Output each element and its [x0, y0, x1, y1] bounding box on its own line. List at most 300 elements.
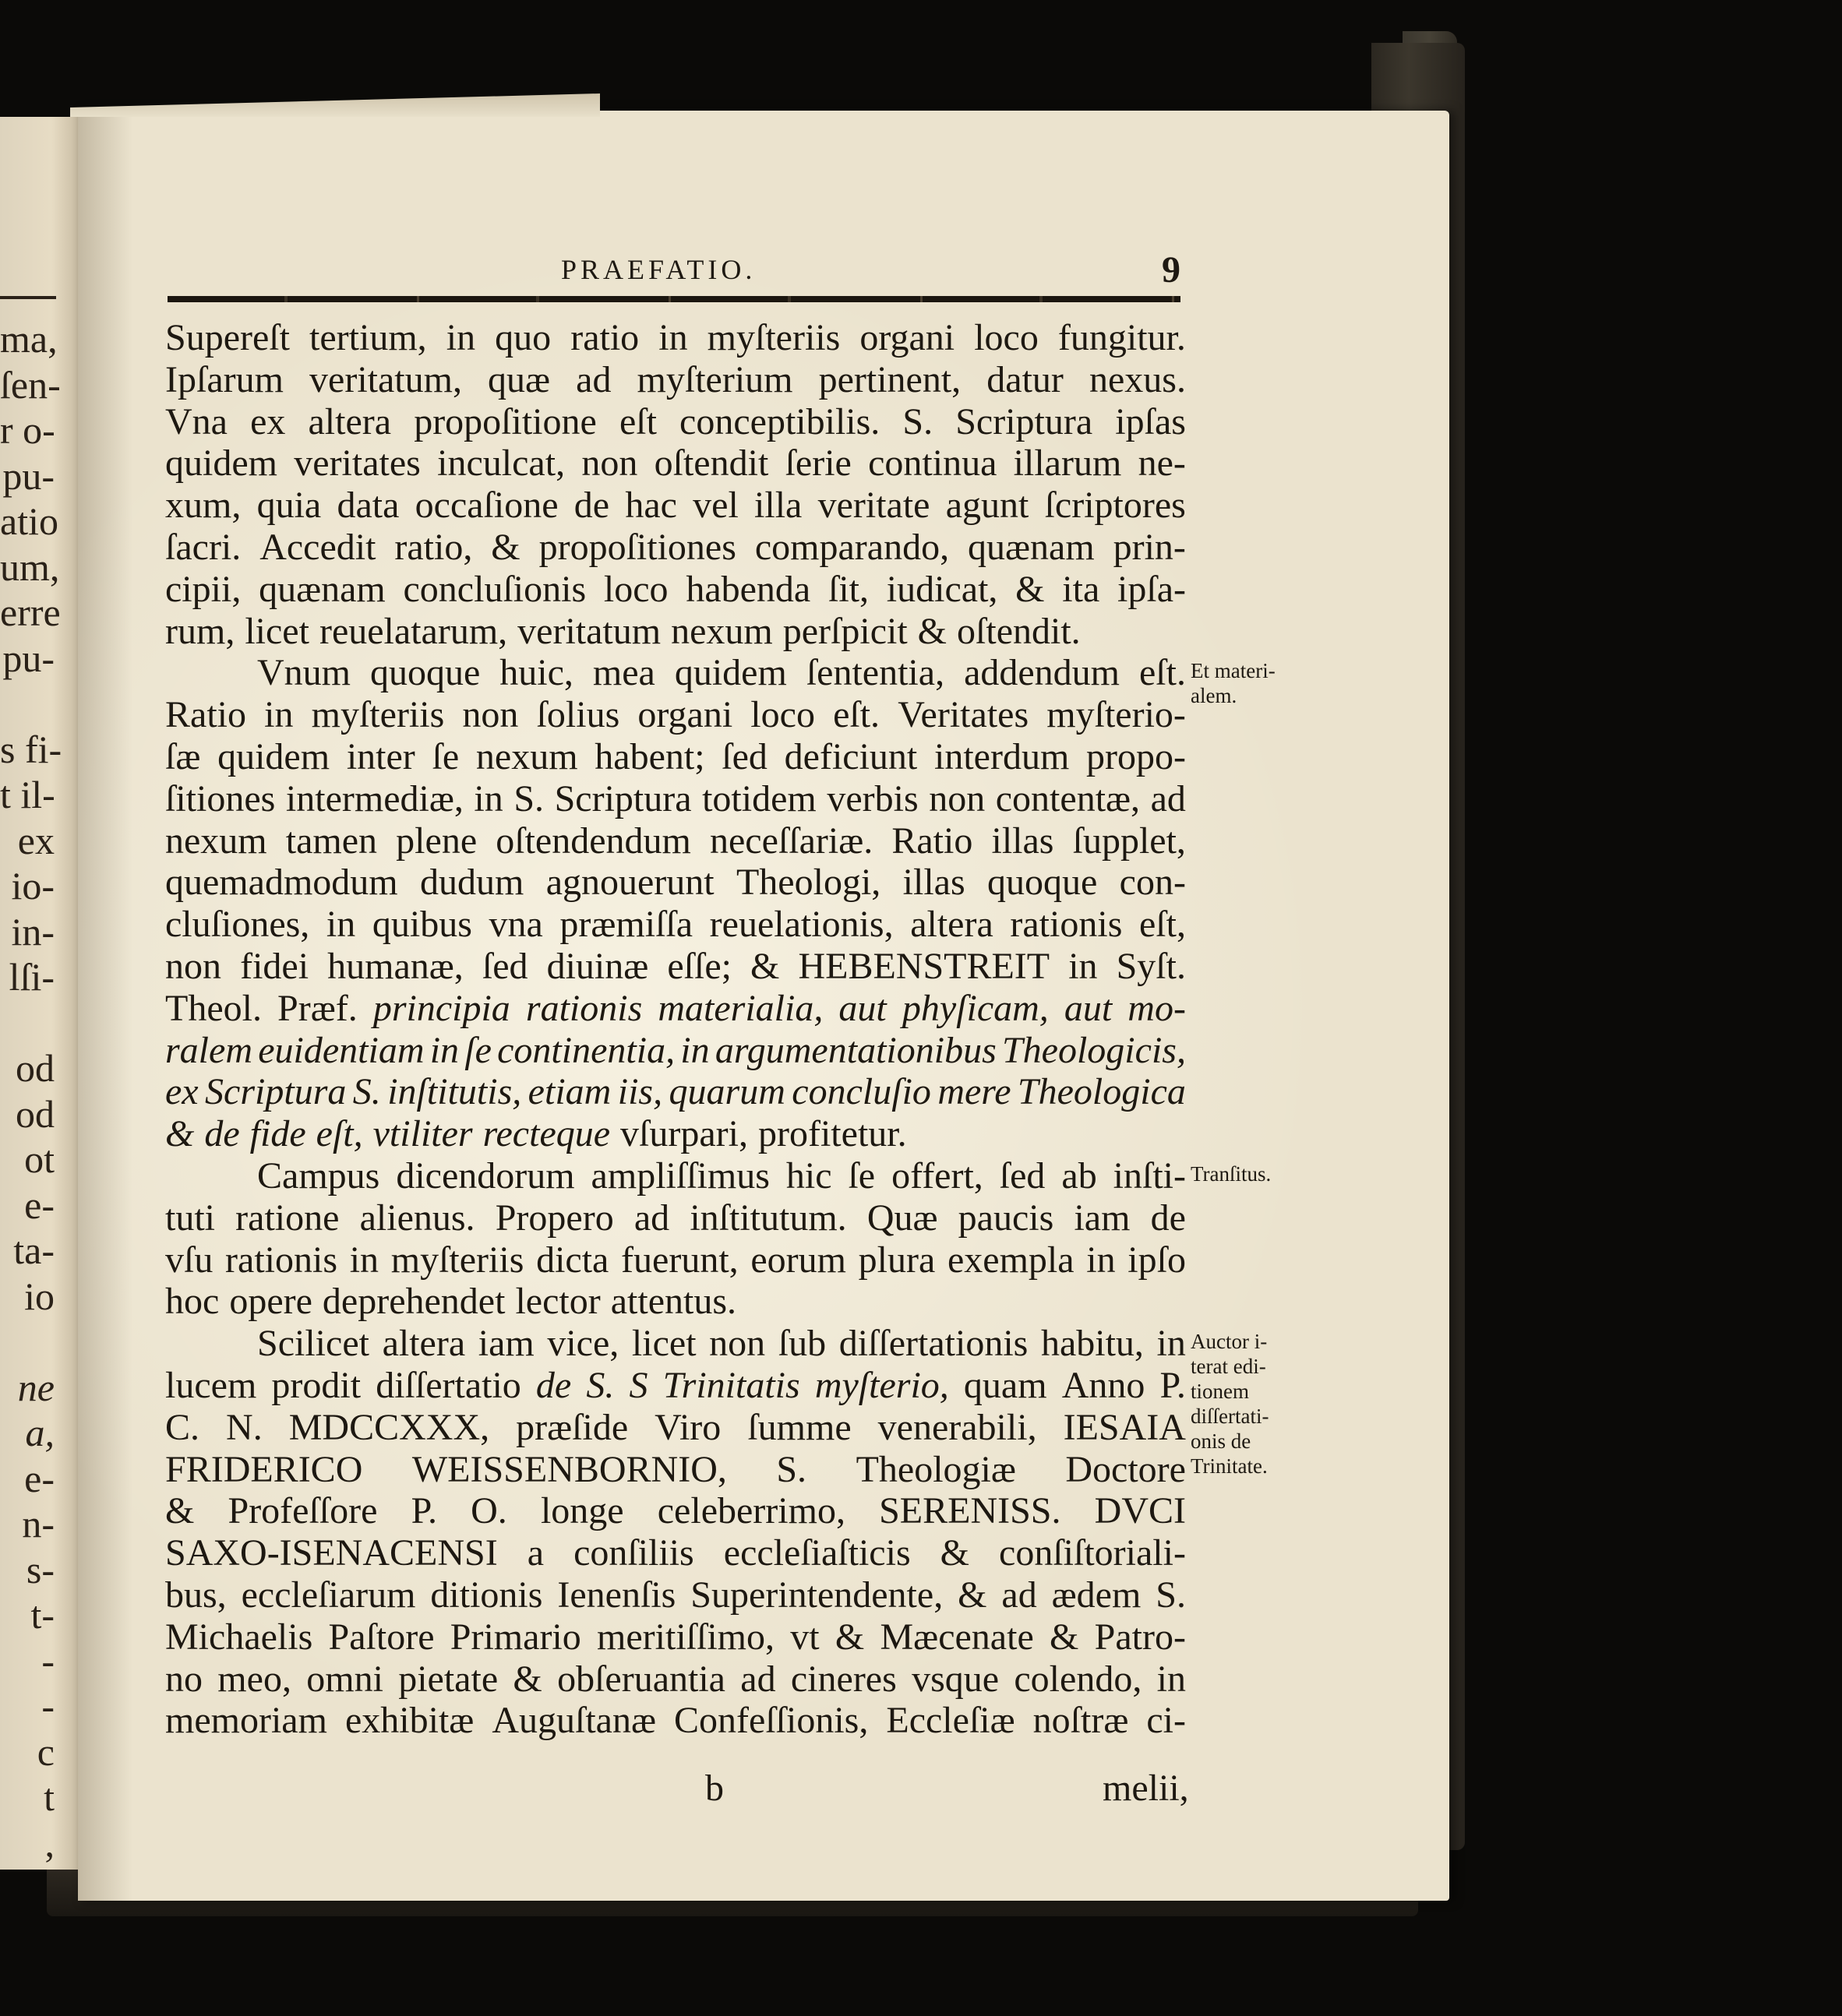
margin-note-line: onis de	[1191, 1429, 1251, 1454]
word: quo	[495, 317, 552, 358]
word: S.	[902, 400, 933, 442]
word: altera	[382, 1323, 466, 1365]
word: reuelationis,	[709, 904, 894, 946]
word: Profeſſore	[228, 1490, 378, 1532]
word: profitetur.	[758, 1113, 907, 1155]
word: vna	[489, 904, 543, 946]
word: nexum	[165, 819, 267, 862]
margin-note-line: Trinitate.	[1191, 1454, 1268, 1479]
margin-note-line: tionem	[1191, 1380, 1249, 1404]
text-line	[165, 611, 1186, 653]
left-page-text-fragment: t il-	[0, 773, 55, 816]
word: tuti	[165, 1197, 216, 1239]
word: xum,	[165, 485, 242, 527]
word: ampliſſimus	[591, 1154, 770, 1197]
word: Anno	[1061, 1364, 1145, 1406]
page-header	[168, 249, 1180, 292]
word: Scilicet	[257, 1323, 369, 1365]
word: myſterium	[637, 358, 793, 400]
word: nexus.	[1089, 358, 1186, 400]
word: non	[462, 694, 519, 736]
left-page-text-fragment: e-	[24, 1456, 55, 1500]
margin-note-line: alem.	[1191, 684, 1237, 708]
left-page-text-fragment: t-	[30, 1593, 55, 1637]
word: ipſo	[1127, 1239, 1186, 1281]
margin-note-line: diſſertati-	[1191, 1405, 1269, 1429]
word: quidem	[217, 735, 330, 777]
word: quam	[963, 1364, 1047, 1406]
margin-note	[1191, 1329, 1315, 1479]
word: attentus.	[610, 1281, 737, 1323]
word: quibus	[372, 904, 472, 946]
page-number: 9	[1162, 249, 1180, 291]
word: materialia,	[658, 987, 824, 1029]
word: myſterio-	[1046, 694, 1186, 736]
text-line	[165, 1407, 1186, 1449]
word: ſitiones	[165, 777, 276, 819]
word: eccleſiarum	[241, 1574, 416, 1616]
word: altera	[910, 904, 993, 946]
catchword: melii,	[1103, 1768, 1189, 1809]
word: interdum	[934, 735, 1070, 777]
word: illarum	[1013, 442, 1122, 485]
word: &	[491, 526, 520, 568]
word: pertinent,	[818, 358, 962, 400]
word: ſe	[464, 1029, 492, 1071]
word: nexum	[475, 735, 578, 777]
text-line	[165, 1113, 1186, 1155]
word: P.	[1159, 1364, 1186, 1406]
word: no	[165, 1658, 203, 1700]
word: non	[165, 945, 221, 987]
word: O.	[471, 1490, 507, 1532]
word: Theol.	[165, 987, 262, 1029]
word: ædem	[1051, 1574, 1142, 1616]
left-page-rule	[0, 296, 56, 299]
word: occaſione	[415, 485, 559, 527]
left-page-text-fragment: ne	[17, 1365, 55, 1409]
left-page-text-fragment: pu-	[2, 636, 55, 680]
word: dicta	[536, 1239, 609, 1281]
left-page-text-fragment: ta-	[13, 1228, 55, 1272]
word: ita	[1062, 568, 1100, 610]
word: obſeruantia	[557, 1658, 725, 1700]
word: ratio,	[394, 526, 473, 568]
word: IESAIA	[1063, 1406, 1186, 1448]
word: in	[1068, 945, 1098, 987]
word: diuinæ	[546, 945, 649, 987]
word: quidem	[165, 442, 277, 485]
left-page-text-fragment: c	[37, 1729, 55, 1774]
word: quænam	[968, 526, 1095, 568]
word: iam	[1074, 1197, 1131, 1239]
text-line	[165, 862, 1186, 904]
word: licet	[245, 610, 309, 652]
word: ſumme	[747, 1406, 852, 1448]
text-line	[165, 1071, 1186, 1113]
word: cineres	[790, 1658, 897, 1700]
left-page-text-fragment: a,	[25, 1411, 55, 1454]
word: fuerunt,	[621, 1239, 739, 1281]
word: iis,	[617, 1071, 663, 1113]
word: organi	[859, 317, 955, 358]
word: &	[958, 1574, 987, 1616]
left-page-text-fragment: io-	[11, 864, 55, 908]
word: myſteriis	[707, 317, 841, 358]
word: quoque	[369, 652, 481, 694]
word: data	[337, 485, 400, 527]
text-line	[165, 1281, 1186, 1323]
word: iam	[478, 1323, 535, 1365]
margin-note-line: Auctor i-	[1191, 1330, 1268, 1354]
word: hoc	[165, 1281, 220, 1323]
left-page-text-fragment: ,	[44, 1820, 55, 1865]
word: præmiſſa	[559, 904, 693, 946]
word: non	[929, 777, 986, 819]
word: diſſertatio	[376, 1364, 521, 1406]
word: ad	[740, 1658, 776, 1700]
word: Ienenſis	[557, 1574, 676, 1616]
word: totidem	[702, 777, 817, 819]
word: illas	[902, 862, 965, 904]
word: propo-	[1086, 735, 1186, 777]
left-page-text-fragment: -	[41, 1638, 55, 1683]
word: in	[264, 694, 294, 736]
word: ratio	[570, 317, 640, 358]
word: &	[750, 945, 780, 987]
word: &	[165, 1490, 195, 1532]
left-page-text-fragment: od	[16, 1091, 55, 1136]
text-line	[165, 569, 1186, 611]
word: in	[429, 1029, 460, 1071]
word: vſurpari,	[620, 1113, 748, 1155]
word: præſide	[516, 1406, 629, 1448]
left-page-text-fragment: ſen-	[0, 362, 61, 407]
text-line	[165, 1155, 1186, 1197]
word: Superintendente,	[690, 1574, 944, 1616]
word: ſe	[848, 1154, 876, 1197]
word: eſt	[619, 400, 657, 442]
word: ipſas	[1115, 400, 1186, 442]
word: C.	[165, 1406, 200, 1448]
word: Patro-	[1094, 1616, 1186, 1658]
word: oſtendit.	[957, 610, 1081, 652]
word: Veritates	[898, 694, 1029, 736]
word: WEISSENBORNIO,	[411, 1448, 727, 1490]
text-line	[165, 694, 1186, 736]
word: verbis	[827, 777, 919, 819]
word: SERENISS.	[879, 1490, 1061, 1532]
word: veritatum,	[309, 358, 462, 400]
word: myſteriis	[311, 694, 445, 736]
left-page-text-fragment: e-	[24, 1182, 55, 1227]
word: ne-	[1138, 442, 1186, 485]
word: humanæ,	[327, 945, 464, 987]
word: oſtendendum	[496, 819, 691, 862]
word: tertium,	[309, 317, 427, 358]
text-line	[165, 1700, 1186, 1742]
left-page-text-fragment: lſi-	[9, 955, 55, 999]
word: ci-	[1146, 1700, 1186, 1742]
word: S.	[513, 777, 545, 819]
left-page-text-fragment: s fi-	[0, 727, 62, 771]
word: nexum	[671, 610, 773, 652]
word: argumentationibus	[715, 1029, 997, 1071]
word: eſt,	[316, 1113, 363, 1155]
word: fidei	[240, 945, 309, 987]
word: propoſitione	[414, 400, 597, 442]
header-rule	[168, 296, 1180, 302]
word: concluſionis	[403, 568, 587, 610]
word: noſtræ	[1032, 1700, 1129, 1742]
word: ſub	[778, 1323, 827, 1365]
word: myſteriis	[390, 1239, 524, 1281]
word: ad	[633, 1197, 670, 1239]
word: &	[940, 1532, 969, 1574]
text-line	[165, 401, 1186, 443]
word: Doctore	[1065, 1448, 1186, 1490]
word: Eccleſiæ	[886, 1700, 1015, 1742]
word: intermediæ,	[285, 777, 464, 819]
word: Campus	[257, 1154, 380, 1197]
word: loco	[750, 694, 815, 736]
word: ſed	[999, 1154, 1046, 1197]
word: huic,	[499, 652, 573, 694]
word: ſed	[722, 735, 768, 777]
word: habent;	[595, 735, 705, 777]
word: conceptibilis.	[679, 400, 880, 442]
word: S.	[352, 1071, 381, 1113]
word: Auguſtanæ	[492, 1700, 656, 1742]
running-head: PRAEFATIO.	[561, 254, 757, 285]
word: loco	[603, 568, 669, 610]
margin-note	[1191, 1161, 1315, 1186]
word: perſpicit	[782, 610, 908, 652]
word: ratione	[235, 1197, 340, 1239]
word: MDCCXXX,	[288, 1406, 490, 1448]
word: aut	[1064, 987, 1113, 1029]
word: ſe	[432, 735, 460, 777]
word: venerabili,	[877, 1406, 1037, 1448]
left-page-text-fragment: erre	[0, 590, 61, 634]
word: ſerie	[785, 442, 852, 485]
word: ſcriptores	[1044, 485, 1186, 527]
word: recteque	[482, 1113, 611, 1155]
word: vſu	[165, 1239, 213, 1281]
word: offert,	[891, 1154, 983, 1197]
word: colendo,	[1014, 1658, 1142, 1700]
word: fungitur.	[1057, 317, 1186, 358]
word: Trinitatis	[662, 1364, 800, 1406]
word: mo-	[1127, 987, 1186, 1029]
word: loco	[974, 317, 1039, 358]
left-page-text-fragment: pu-	[2, 453, 55, 498]
word: oſtendit	[654, 442, 769, 485]
word: &	[1050, 1616, 1079, 1658]
word: licet	[631, 1323, 697, 1365]
text-line	[165, 1449, 1186, 1491]
word: propoſitiones	[538, 526, 736, 568]
left-page-text-fragment: ot	[24, 1137, 55, 1181]
word: in	[1156, 1658, 1186, 1700]
word: con-	[1119, 862, 1186, 904]
word: inter	[346, 735, 415, 777]
margin-note-line: Tranſitus.	[1191, 1162, 1272, 1186]
word: &	[513, 1658, 542, 1700]
word: ex	[165, 1071, 199, 1113]
word: DVCI	[1094, 1490, 1186, 1532]
word: deprehendet	[322, 1281, 506, 1323]
word: concluſio	[792, 1071, 931, 1113]
word: de	[1150, 1197, 1186, 1239]
word: phyſicam,	[902, 987, 1049, 1029]
word: FRIDERICO	[165, 1448, 363, 1490]
word: ſolius	[536, 694, 620, 736]
text-line	[165, 988, 1186, 1030]
text-line	[165, 485, 1186, 527]
word: Supereſt	[165, 317, 290, 358]
word: habenda	[686, 568, 811, 610]
word: opere	[229, 1281, 312, 1323]
word: celeberrimo,	[657, 1490, 845, 1532]
text-line	[165, 904, 1186, 946]
word: ex	[250, 400, 286, 442]
word: continentia,	[497, 1029, 676, 1071]
text-line	[165, 442, 1186, 485]
word: de	[535, 1364, 572, 1406]
word: inſtitutis,	[387, 1071, 522, 1113]
word: ralem	[165, 1029, 252, 1071]
word: conſiſtoriali-	[999, 1532, 1186, 1574]
word: hic	[785, 1154, 832, 1197]
left-page-text-fragment: atio	[0, 499, 58, 543]
word: eccleſiaſticis	[723, 1532, 911, 1574]
word: a	[527, 1532, 545, 1574]
text-line	[165, 527, 1186, 569]
word: Scriptura	[205, 1071, 347, 1113]
word: veritates	[294, 442, 421, 485]
text-line	[165, 1616, 1186, 1658]
word: Quæ	[866, 1197, 938, 1239]
word: iudicat,	[886, 568, 998, 610]
word: quæ	[488, 358, 551, 400]
word: rationis	[225, 1239, 338, 1281]
word: continua	[868, 442, 997, 485]
word: in	[1086, 1239, 1116, 1281]
left-page-text-fragment: od	[16, 1046, 55, 1090]
word: P.	[411, 1490, 437, 1532]
word: lector	[515, 1281, 601, 1323]
left-page-text-fragment: ex	[17, 818, 55, 862]
word: agunt	[945, 485, 1029, 527]
word: Michaelis	[165, 1616, 313, 1658]
word: HEBENSTREIT	[798, 945, 1050, 987]
word: prin-	[1113, 526, 1186, 568]
word: Præf.	[277, 987, 358, 1029]
word: cluſiones,	[165, 904, 310, 946]
word: &	[917, 610, 947, 652]
word: non	[581, 442, 638, 485]
word: aut	[838, 987, 887, 1029]
word: Syſt.	[1116, 945, 1186, 987]
word: in	[1156, 1323, 1186, 1365]
word: Theologi,	[736, 862, 881, 904]
word: Viro	[655, 1406, 722, 1448]
word: de	[204, 1113, 240, 1155]
word: vt	[790, 1616, 820, 1658]
margin-note-line: terat edi-	[1191, 1355, 1266, 1379]
word: quia	[256, 485, 322, 527]
text-line	[165, 1574, 1186, 1616]
word: Mæcenate	[880, 1616, 1034, 1658]
word: ſed	[482, 945, 528, 987]
word: datur	[986, 358, 1064, 400]
text-line	[165, 736, 1186, 778]
word: quarum	[669, 1071, 785, 1113]
text-line	[165, 946, 1186, 988]
word: inſti-	[1113, 1154, 1186, 1197]
word: lucem	[165, 1364, 257, 1406]
word: omni	[306, 1658, 383, 1700]
word: tamen	[285, 819, 378, 862]
word: veritatum	[517, 610, 662, 652]
text-line	[165, 1365, 1186, 1407]
word: Theologiæ	[856, 1448, 1016, 1490]
margin-note	[1191, 658, 1315, 708]
word: in	[326, 904, 356, 946]
word: addendum	[964, 652, 1120, 694]
word: plene	[396, 819, 478, 862]
word: ſacri.	[165, 526, 242, 568]
word: ad	[1150, 777, 1186, 819]
left-page-text-fragment: n-	[22, 1502, 55, 1545]
word: Vnum	[257, 652, 351, 694]
word: veritate	[817, 485, 930, 527]
word: contentæ,	[995, 777, 1141, 819]
word: S.	[1156, 1574, 1186, 1616]
word: reuelatarum,	[319, 610, 508, 652]
word: ad	[1001, 1574, 1037, 1616]
text-line	[165, 778, 1186, 820]
word: ab	[1061, 1154, 1097, 1197]
word: meo,	[217, 1658, 291, 1700]
body-text	[165, 317, 1186, 1742]
word: pietate	[398, 1658, 499, 1700]
word: conſiliis	[573, 1532, 694, 1574]
word: ſæ	[165, 735, 201, 777]
word: Ipſarum	[165, 358, 284, 400]
word: quænam	[259, 568, 386, 610]
text-line	[165, 820, 1186, 862]
word: Theologicis,	[1001, 1029, 1186, 1071]
left-page-text-fragment: -	[41, 1684, 55, 1728]
left-page-text-fragment: io	[24, 1274, 55, 1318]
text-line	[165, 1532, 1186, 1574]
word: diſſertationis	[838, 1323, 1029, 1365]
word: rationis	[1010, 904, 1123, 946]
word: longe	[540, 1490, 624, 1532]
word: in	[349, 1239, 379, 1281]
word: inculcat,	[437, 442, 566, 485]
word: mere	[937, 1071, 1011, 1113]
word: eſt,	[1138, 904, 1186, 946]
word: de	[573, 485, 610, 527]
word: ſupplet,	[1072, 819, 1186, 862]
word: S.	[776, 1448, 807, 1490]
word: exempla	[947, 1239, 1074, 1281]
word: vice,	[547, 1323, 619, 1365]
word: vtiliter	[372, 1113, 473, 1155]
